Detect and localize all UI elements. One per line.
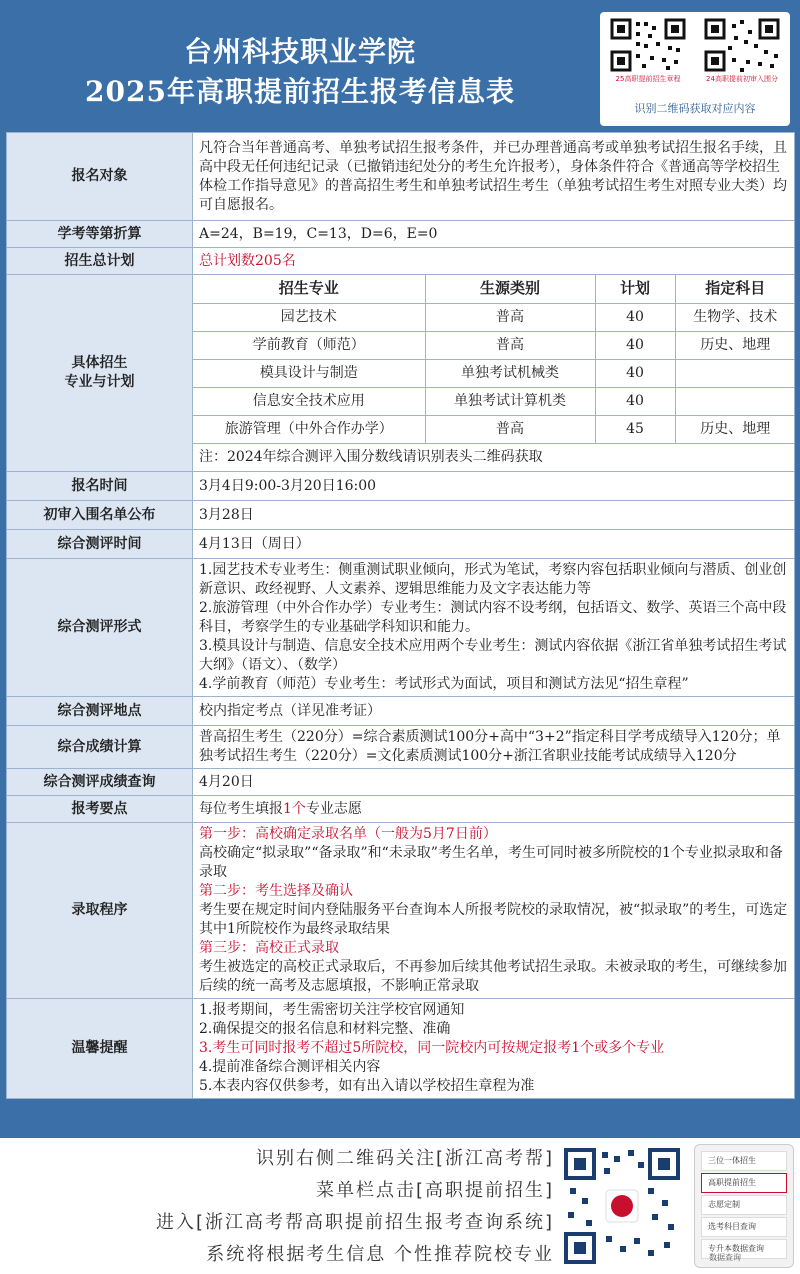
menu-item[interactable]: 志愿定制: [701, 1195, 787, 1215]
row-test-form: [7, 559, 795, 697]
info-table: [6, 132, 794, 1099]
major-name: 模具设计与制造: [193, 359, 425, 387]
step-title: 第一步：高校确定录取名单（一般为5月7日前）: [199, 826, 497, 842]
row-label: 综合测评时间: [7, 530, 193, 559]
header-cell: 招生专业: [193, 275, 425, 303]
footer-qr-code[interactable]: [562, 1146, 682, 1266]
qr-note: 识别二维码获取对应内容: [634, 102, 756, 115]
header: [0, 0, 800, 130]
row-test-location: [7, 697, 795, 726]
row-label: 报名时间: [7, 472, 193, 501]
menu-item[interactable]: 专升本数据查询: [701, 1239, 787, 1259]
header-cell: 计划: [595, 275, 675, 303]
row-value: [193, 823, 795, 999]
step-text: 考生被选定的高校正式录取后，不再参加后续其他考试招生录取。未被录取的考生，可继续参加后续的统一高考及志愿填报，不影响正常录取: [199, 959, 787, 994]
row-label: 综合测评成绩查询: [7, 769, 193, 796]
footer: [0, 1138, 800, 1274]
row-total-plan: [7, 248, 795, 275]
points-highlight: 1个: [283, 800, 306, 817]
majors-note-row: [193, 443, 795, 471]
school-title: 台州科技职业学院: [183, 35, 416, 68]
table-row: [193, 359, 795, 387]
row-reminders: [7, 999, 795, 1099]
row-value: 校内指定考点（详见准考证）: [193, 697, 795, 726]
major-plan: 40: [595, 359, 675, 387]
table-row: [193, 387, 795, 415]
majors-note: 注：2024年综合测评入围分数线请识别表头二维码获取: [193, 443, 795, 471]
header-qr-panel: [600, 12, 790, 126]
step-text: 考生要在规定时间内登陆服务平台查询本人所报考院校的录取情况，被“拟录取”的考生，可选定其中1所院校作为最终录取结果: [199, 902, 788, 937]
row-test-time: [7, 530, 795, 559]
points-text: 专业志愿: [305, 800, 362, 817]
major-category: 单独考试机械类: [425, 359, 595, 387]
header-cell: 生源类别: [425, 275, 595, 303]
test-form-line: 2.旅游管理（中外合作办学）专业考生：测试内容不设考纲，包括语文、数学、英语三个高中段科目，考察学生的专业基础学科知识和能力。: [199, 600, 787, 635]
test-form-line: 1.园艺技术专业考生：侧重测试职业倾向，形式为笔试，考察内容包括职业倾向与潜质、创业创新意识、政经视野、人文素养、逻辑思维能力及文字表达能力等: [199, 562, 787, 597]
row-label: [7, 275, 193, 472]
row-label: 学考等第折算: [7, 221, 193, 248]
row-label: 招生总计划: [7, 248, 193, 275]
test-form-line: 4.学前教育（师范）专业考生：考试形式为面试，项目和测试方法见“招生章程”: [199, 676, 689, 692]
major-category: 普高: [425, 331, 595, 359]
majors-table: [193, 275, 795, 471]
row-majors: [7, 275, 795, 472]
major-subjects: [675, 387, 795, 415]
major-subjects: [675, 359, 795, 387]
row-label: 温馨提醒: [7, 999, 193, 1099]
table-row: [193, 303, 795, 331]
row-score-calc: [7, 726, 795, 769]
row-preliminary-list: [7, 501, 795, 530]
qr-code-icon: [562, 1146, 682, 1266]
footer-line: 识别右侧二维码关注[浙江高考帮]: [255, 1148, 554, 1169]
table-row: [193, 331, 795, 359]
major-category: 普高: [425, 303, 595, 331]
major-plan: 40: [595, 303, 675, 331]
step-title: 第三步：高校正式录取: [199, 940, 339, 956]
major-category: 普高: [425, 415, 595, 443]
footer-line: 菜单栏点击[高职提前招生]: [315, 1180, 554, 1201]
menu-item[interactable]: 选考科目查询: [701, 1217, 787, 1237]
row-value: A=24，B=19，C=13，D=6，E=0: [193, 221, 795, 248]
reminder-line: 4.提前准备综合测评相关内容: [199, 1059, 381, 1075]
major-name: 旅游管理（中外合作办学）: [193, 415, 425, 443]
row-label: 初审入围名单公布: [7, 501, 193, 530]
row-value: 凡符合当年普通高考、单独考试招生报考条件，并已办理普通高考或单独考试招生报名手续，且高中段无任何违纪记录（已撤销违纪处分的考生允许报考），身体条件符合《普通高等学校招生体检工作指导意见》的普高招生考生和单独考试招生考生（单独考试招生考生对照专业大类）均可自愿报名。: [193, 133, 795, 221]
reminder-line: 1.报考期间，考生需密切关注学校官网通知: [199, 1002, 465, 1018]
qr-caption-scores: 24高职提前初审入围分: [700, 74, 784, 84]
header-cell: 指定科目: [675, 275, 795, 303]
points-text: 每位考生填报: [199, 800, 283, 817]
footer-line: 进入[浙江高考帮高职提前招生报考查询系统]: [155, 1212, 554, 1233]
row-value: [193, 559, 795, 697]
major-category: 单独考试计算机类: [425, 387, 595, 415]
row-registration-time: [7, 472, 795, 501]
reminder-line: 5.本表内容仅供参考，如有出入请以学校招生章程为准: [199, 1078, 535, 1094]
major-name: 学前教育（师范）: [193, 331, 425, 359]
majors-table-cell: [193, 275, 795, 472]
row-label: 综合测评地点: [7, 697, 193, 726]
row-value: 3月28日: [193, 501, 795, 530]
test-form-line: 3.模具设计与制造、信息安全技术应用两个专业考生：测试内容依据《浙江省单独考试招生考试大纲》（语文）、（数学）: [199, 638, 787, 673]
menu-bottom-label: 数据查询: [709, 1253, 741, 1262]
step-title: 第二步：考生选择及确认: [199, 883, 353, 899]
row-result-query: [7, 769, 795, 796]
row-admission: [7, 823, 795, 999]
menu-item[interactable]: 三位一体招生: [701, 1151, 787, 1171]
row-label: 报名对象: [7, 133, 193, 221]
major-name: 信息安全技术应用: [193, 387, 425, 415]
label-line: 专业与计划: [64, 374, 135, 390]
footer-line: 系统将根据考生信息 个性推荐院校专业: [206, 1244, 554, 1265]
major-subjects: 历史、地理: [675, 331, 795, 359]
row-value: 总计划数205名: [193, 248, 795, 275]
row-value: 3月4日9:00-3月20日16:00: [193, 472, 795, 501]
qr-code-charter[interactable]: [606, 18, 690, 92]
row-label: 综合测评形式: [7, 559, 193, 697]
major-plan: 40: [595, 387, 675, 415]
row-grade-conversion: [7, 221, 795, 248]
major-subjects: 历史、地理: [675, 415, 795, 443]
row-value: 4月13日（周日）: [193, 530, 795, 559]
major-plan: 40: [595, 331, 675, 359]
row-value: [193, 796, 795, 823]
table-row: [193, 415, 795, 443]
major-plan: 45: [595, 415, 675, 443]
sheet-title: 2025年高职提前招生报考信息表: [85, 75, 515, 108]
step-text: 高校确定“拟录取”“备录取”和“未录取”考生名单，考生可同时被多所院校的1个专业拟录取和备录取: [199, 845, 783, 880]
row-label: 综合成绩计算: [7, 726, 193, 769]
majors-header-row: [193, 275, 795, 303]
menu-preview: [694, 1144, 794, 1268]
row-label: 报考要点: [7, 796, 193, 823]
qr-code-scores[interactable]: [700, 18, 784, 92]
row-value: 普高招生考生（220分）=综合素质测试100分+高中“3+2”指定科目学考成绩导入120分；单独考试招生考生（220分）=文化素质测试100分+浙江省职业技能考试成绩导入120分: [193, 726, 795, 769]
reminder-line: 2.确保提交的报名信息和材料完整、准确: [199, 1021, 451, 1037]
row-label: 录取程序: [7, 823, 193, 999]
menu-item-highlighted[interactable]: 高职提前招生: [701, 1173, 787, 1193]
row-value: 4月20日: [193, 769, 795, 796]
row-application-points: [7, 796, 795, 823]
label-line: 具体招生: [71, 355, 128, 371]
reminder-line: 3.考生可同时报考不超过5所院校，同一院校内可按规定报考1个或多个专业: [199, 1040, 665, 1056]
qr-caption-charter: 25高职提前招生章程: [606, 74, 690, 84]
major-subjects: 生物学、技术: [675, 303, 795, 331]
row-eligibility: [7, 133, 795, 221]
major-name: 园艺技术: [193, 303, 425, 331]
row-value: [193, 999, 795, 1099]
